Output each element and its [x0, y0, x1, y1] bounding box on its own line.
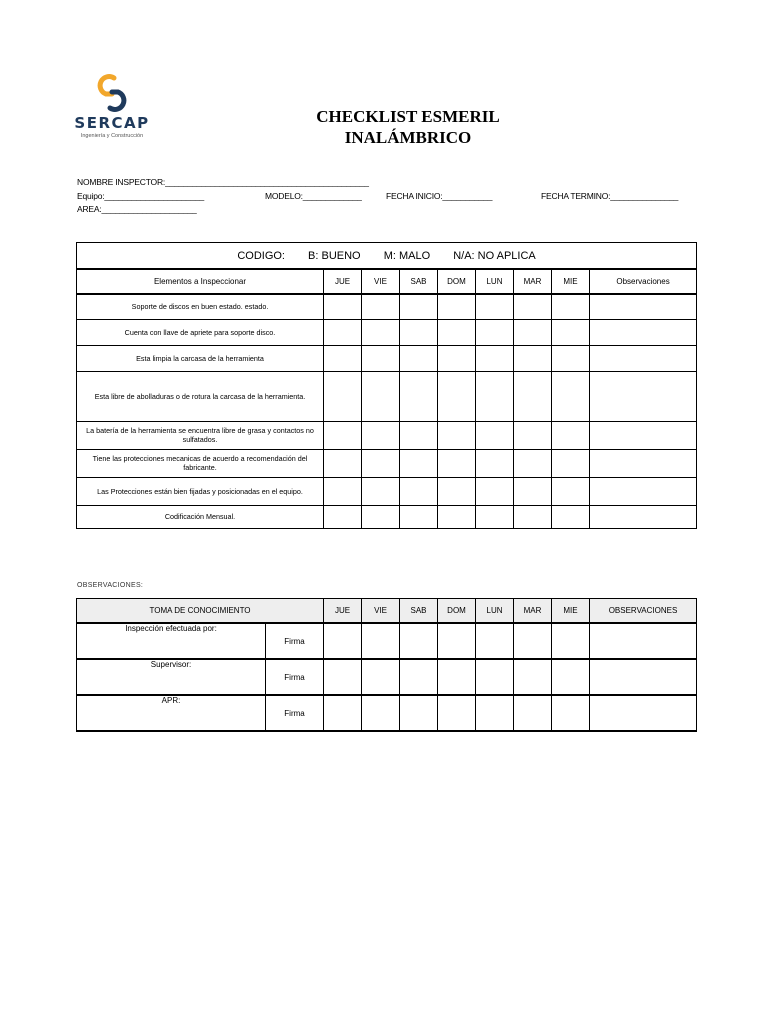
table-row: [77, 477, 697, 505]
check-cell[interactable]: [324, 345, 362, 371]
signoff-role: APR:: [77, 695, 266, 731]
signoff-cell[interactable]: [476, 659, 514, 695]
day-header: MAR: [514, 269, 552, 294]
table-row: [77, 371, 697, 421]
logo-tagline: Ingeniería y Construcción: [80, 133, 144, 139]
table-row: [77, 294, 697, 319]
signoff-cell[interactable]: [362, 623, 400, 659]
observations-header: Observaciones: [590, 269, 697, 294]
day-header: DOM: [438, 599, 476, 624]
check-cell[interactable]: [476, 319, 514, 345]
check-cell[interactable]: [324, 371, 362, 421]
check-cell[interactable]: [552, 505, 590, 528]
check-cell[interactable]: [438, 449, 476, 477]
check-cell[interactable]: [400, 294, 438, 319]
checklist-item: Esta limpia la carcasa de la herramienta: [77, 345, 324, 371]
check-cell[interactable]: [362, 421, 400, 449]
check-cell[interactable]: [552, 319, 590, 345]
check-cell[interactable]: [324, 319, 362, 345]
signoff-cell[interactable]: [514, 659, 552, 695]
check-cell[interactable]: [324, 505, 362, 528]
checklist-item: Codificación Mensual.: [77, 505, 324, 528]
day-header: JUE: [324, 599, 362, 624]
check-cell[interactable]: [324, 449, 362, 477]
day-header: SAB: [400, 269, 438, 294]
check-cell[interactable]: [514, 345, 552, 371]
check-cell[interactable]: [438, 477, 476, 505]
check-cell[interactable]: [400, 345, 438, 371]
table-row: [77, 345, 697, 371]
signoff-table: [76, 598, 697, 732]
day-header: VIE: [362, 599, 400, 624]
observation-cell[interactable]: [590, 371, 697, 421]
table-row: [77, 449, 697, 477]
observation-cell[interactable]: [590, 294, 697, 319]
checklist-item: La batería de la herramienta se encuentra libre de grasa y contactos no sulfatados.: [77, 421, 324, 449]
signoff-cell[interactable]: [324, 695, 362, 731]
observation-cell[interactable]: [590, 449, 697, 477]
elements-header: Elementos a Inspeccionar: [77, 269, 324, 294]
code-na: N/A: NO APLICA: [453, 249, 536, 262]
checklist-item: Las Protecciones están bien fijadas y posicionadas en el equipo.: [77, 477, 324, 505]
check-cell[interactable]: [514, 421, 552, 449]
day-header: LUN: [476, 599, 514, 624]
check-cell[interactable]: [400, 371, 438, 421]
check-cell[interactable]: [552, 421, 590, 449]
check-cell[interactable]: [362, 294, 400, 319]
check-cell[interactable]: [476, 345, 514, 371]
table-row: [77, 505, 697, 528]
day-header: MIE: [552, 599, 590, 624]
table-row: [77, 421, 697, 449]
check-cell[interactable]: [514, 505, 552, 528]
equipo-field[interactable]: Equipo:______________________: [77, 191, 205, 201]
check-cell[interactable]: [324, 421, 362, 449]
check-cell[interactable]: [362, 371, 400, 421]
check-cell[interactable]: [324, 477, 362, 505]
signoff-cell[interactable]: [514, 623, 552, 659]
day-header: SAB: [400, 599, 438, 624]
check-cell[interactable]: [400, 421, 438, 449]
title-line-1: CHECKLIST ESMERIL: [316, 107, 500, 126]
signoff-cell[interactable]: [362, 659, 400, 695]
signoff-role: Inspección efectuada por:: [77, 623, 266, 659]
checklist-item: Esta libre de abolladuras o de rotura la carcasa de la herramienta.: [77, 371, 324, 421]
signoff-cell[interactable]: [552, 659, 590, 695]
check-cell[interactable]: [476, 294, 514, 319]
code-malo: M: MALO: [383, 249, 431, 262]
signoff-cell[interactable]: [552, 623, 590, 659]
check-cell[interactable]: [438, 294, 476, 319]
day-header: MAR: [514, 599, 552, 624]
check-cell[interactable]: [514, 449, 552, 477]
signoff-cell[interactable]: [552, 695, 590, 731]
check-cell[interactable]: [552, 294, 590, 319]
signoff-cell[interactable]: [400, 659, 438, 695]
check-cell[interactable]: [552, 449, 590, 477]
check-cell[interactable]: [552, 371, 590, 421]
check-cell[interactable]: [400, 505, 438, 528]
signoff-observation-cell[interactable]: [590, 623, 697, 659]
fecha-inicio-field[interactable]: FECHA INICIO:___________: [386, 191, 493, 201]
signoff-cell[interactable]: [400, 695, 438, 731]
check-cell[interactable]: [400, 477, 438, 505]
check-cell[interactable]: [400, 449, 438, 477]
modelo-field[interactable]: MODELO:_____________: [265, 191, 362, 201]
title-line-2: INALÁMBRICO: [344, 128, 472, 147]
check-cell[interactable]: [438, 345, 476, 371]
signoff-cell[interactable]: [324, 623, 362, 659]
check-cell[interactable]: [476, 505, 514, 528]
observations-label: OBSERVACIONES:: [77, 582, 144, 589]
day-header: JUE: [324, 269, 362, 294]
check-cell[interactable]: [438, 505, 476, 528]
checklist-item: Soporte de discos en buen estado. estado.: [77, 294, 324, 319]
checklist-item: Cuenta con llave de apriete para soporte disco.: [77, 319, 324, 345]
signoff-row: [77, 659, 697, 695]
check-cell[interactable]: [476, 477, 514, 505]
checklist-table: [76, 242, 697, 529]
check-cell[interactable]: [514, 319, 552, 345]
company-logo: [70, 72, 154, 144]
logo-name: SERCAP: [74, 114, 150, 132]
signoff-role: Supervisor:: [77, 659, 266, 695]
document-title: [258, 106, 558, 148]
signoff-observation-cell[interactable]: [590, 695, 697, 731]
sercap-logo-icon: [90, 74, 134, 112]
check-cell[interactable]: [400, 319, 438, 345]
observation-cell[interactable]: [590, 505, 697, 528]
signoff-cell[interactable]: [400, 623, 438, 659]
signoff-cell[interactable]: [324, 659, 362, 695]
check-cell[interactable]: [476, 449, 514, 477]
signoff-row: [77, 695, 697, 731]
signoff-cell[interactable]: [476, 695, 514, 731]
day-header: VIE: [362, 269, 400, 294]
check-cell[interactable]: [514, 371, 552, 421]
day-header: MIE: [552, 269, 590, 294]
check-cell[interactable]: [438, 421, 476, 449]
observation-cell[interactable]: [590, 345, 697, 371]
signoff-row: [77, 623, 697, 659]
signoff-cell[interactable]: [476, 623, 514, 659]
fecha-termino-field[interactable]: FECHA TERMINO:_______________: [541, 191, 679, 201]
code-bueno: B: BUENO: [308, 249, 361, 262]
check-cell[interactable]: [438, 371, 476, 421]
check-cell[interactable]: [476, 421, 514, 449]
signoff-cell[interactable]: [438, 695, 476, 731]
day-header: LUN: [476, 269, 514, 294]
signoff-observations-header: OBSERVACIONES: [590, 599, 697, 624]
check-cell[interactable]: [362, 505, 400, 528]
check-cell[interactable]: [362, 449, 400, 477]
signature-field[interactable]: Firma: [266, 659, 324, 695]
signoff-title-header: TOMA DE CONOCIMIENTO: [77, 599, 324, 624]
signoff-cell[interactable]: [362, 695, 400, 731]
check-cell[interactable]: [362, 319, 400, 345]
signoff-cell[interactable]: [438, 623, 476, 659]
signature-field[interactable]: Firma: [266, 623, 324, 659]
signoff-observation-cell[interactable]: [590, 659, 697, 695]
check-cell[interactable]: [438, 319, 476, 345]
observation-cell[interactable]: [590, 421, 697, 449]
observation-cell[interactable]: [590, 477, 697, 505]
check-cell[interactable]: [324, 294, 362, 319]
check-cell[interactable]: [476, 371, 514, 421]
day-header: DOM: [438, 269, 476, 294]
check-cell[interactable]: [362, 477, 400, 505]
check-cell[interactable]: [552, 477, 590, 505]
signature-field[interactable]: Firma: [266, 695, 324, 731]
check-cell[interactable]: [552, 345, 590, 371]
area-field[interactable]: AREA:_____________________: [77, 204, 197, 214]
check-cell[interactable]: [514, 294, 552, 319]
code-label: CODIGO:: [237, 249, 285, 262]
signoff-cell[interactable]: [514, 695, 552, 731]
checklist-item: Tiene las protecciones mecanicas de acuerdo a recomendación del fabricante.: [77, 449, 324, 477]
observation-cell[interactable]: [590, 319, 697, 345]
inspector-name-field[interactable]: NOMBRE INSPECTOR:_____________________________________________: [77, 177, 369, 187]
code-legend: [77, 243, 697, 270]
check-cell[interactable]: [514, 477, 552, 505]
table-row: [77, 319, 697, 345]
signoff-cell[interactable]: [438, 659, 476, 695]
check-cell[interactable]: [362, 345, 400, 371]
